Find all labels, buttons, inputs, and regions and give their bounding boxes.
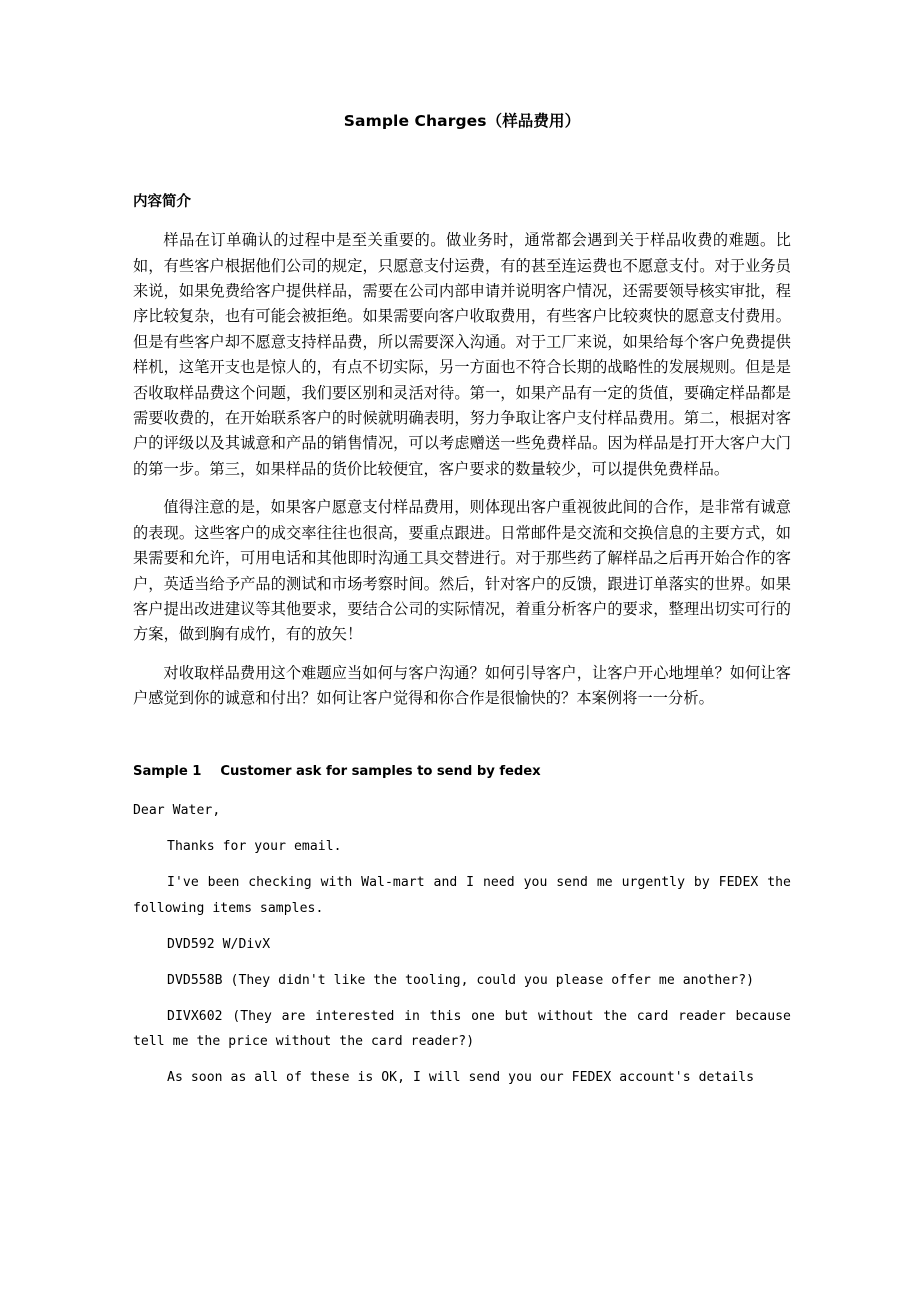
page-title-english: Sample Charges [343, 112, 487, 130]
email-line-closing: As soon as all of these is OK, I will send you our FEDEX account's details [167, 1070, 755, 1086]
email-line-thanks: Thanks for your email. [167, 839, 342, 855]
email-item-dvd558b: DVD558B (They didn't like the tooling, could you please offer me another?) [167, 972, 755, 988]
page-title [133, 0, 791, 132]
intro-paragraph-3: 对收取样品费用这个难题应当如何与客户沟通？如何引导客户，让客户开心地埋单？如何让客户感觉到你的诚意和付出？如何让客户觉得和你合作是很愉快的？本案例将一一分析。 [133, 663, 791, 708]
email-item-dvd592: DVD592 W/DivX [167, 936, 271, 952]
sample-title: Customer ask for samples to send by fedex [220, 763, 541, 779]
sample-section-heading [133, 712, 791, 782]
section-heading-intro: 内容简介 [133, 194, 191, 211]
page-title-chinese: （样品费用） [486, 112, 581, 130]
intro-paragraphs [133, 214, 791, 711]
email-salutation: Dear Water, [133, 803, 221, 819]
page-content [133, 0, 791, 1091]
sample-email-body [133, 781, 791, 1091]
intro-paragraph-1: 样品在订单确认的过程中是至关重要的。做业务时，通常都会遇到关于样品收费的难题。比如，有些客户根据他们公司的规定，只愿意支付运费，有的甚至连运费也不愿意支付。对于业务员来说，如果免费给客户提供样品，需要在公司内部申请并说明客户情况，还需要领导核实审批，程序比较复杂，也有可能会被拒绝。如果需要向客户收取费用，有些客户比较爽快的愿意支付费用。但是有些客户却不愿意支持样品费，所以需要深入沟通。对于工厂来说，如果给每个客户免费提供样机，这笔开支也是惊人的，有点不切实际，另一方面也不符合长期的战略性的发展规则。但是是否收取样品费这个问题，我们要区别和灵活对待。第一，如果产品有一定的货值，要确定样品都是需要收费的，在开始联系客户的时候就明确表明，努力争取让客户支付样品费用。第二，根据对客户的评级以及其诚意和产品的销售情况，可以考虑赠送一些免费样品。因为样品是打开大客户大门的第一步。第三，如果样品的货价比较便宜，客户要求的数量较少，可以提供免费样品。 [133, 231, 791, 478]
intro-paragraph-2: 值得注意的是，如果客户愿意支付样品费用，则体现出客户重视彼此间的合作，是非常有诚意的表现。这些客户的成交率往往也很高，要重点跟进。日常邮件是交流和交换信息的主要方式，如果需要和允许，可用电话和其他即时沟通工具交替进行。对于那些药了解样品之后再开始合作的客户，英适当给予产品的测试和市场考察时间。然后，针对客户的反馈，跟进订单落实的世界。如果客户提出改进建议等其他要求，要结合公司的实际情况，着重分析客户的要求，整理出切实可行的方案，做到胸有成竹，有的放矢！ [133, 498, 791, 644]
email-item-divx602: DIVX602 (They are interested in this one but without the card reader because tell me the price without the card reader?) [133, 1008, 791, 1050]
sample-label: Sample 1 [133, 763, 202, 779]
email-line-request: I've been checking with Wal-mart and I need you send me urgently by FEDEX the following items samples. [133, 875, 791, 916]
